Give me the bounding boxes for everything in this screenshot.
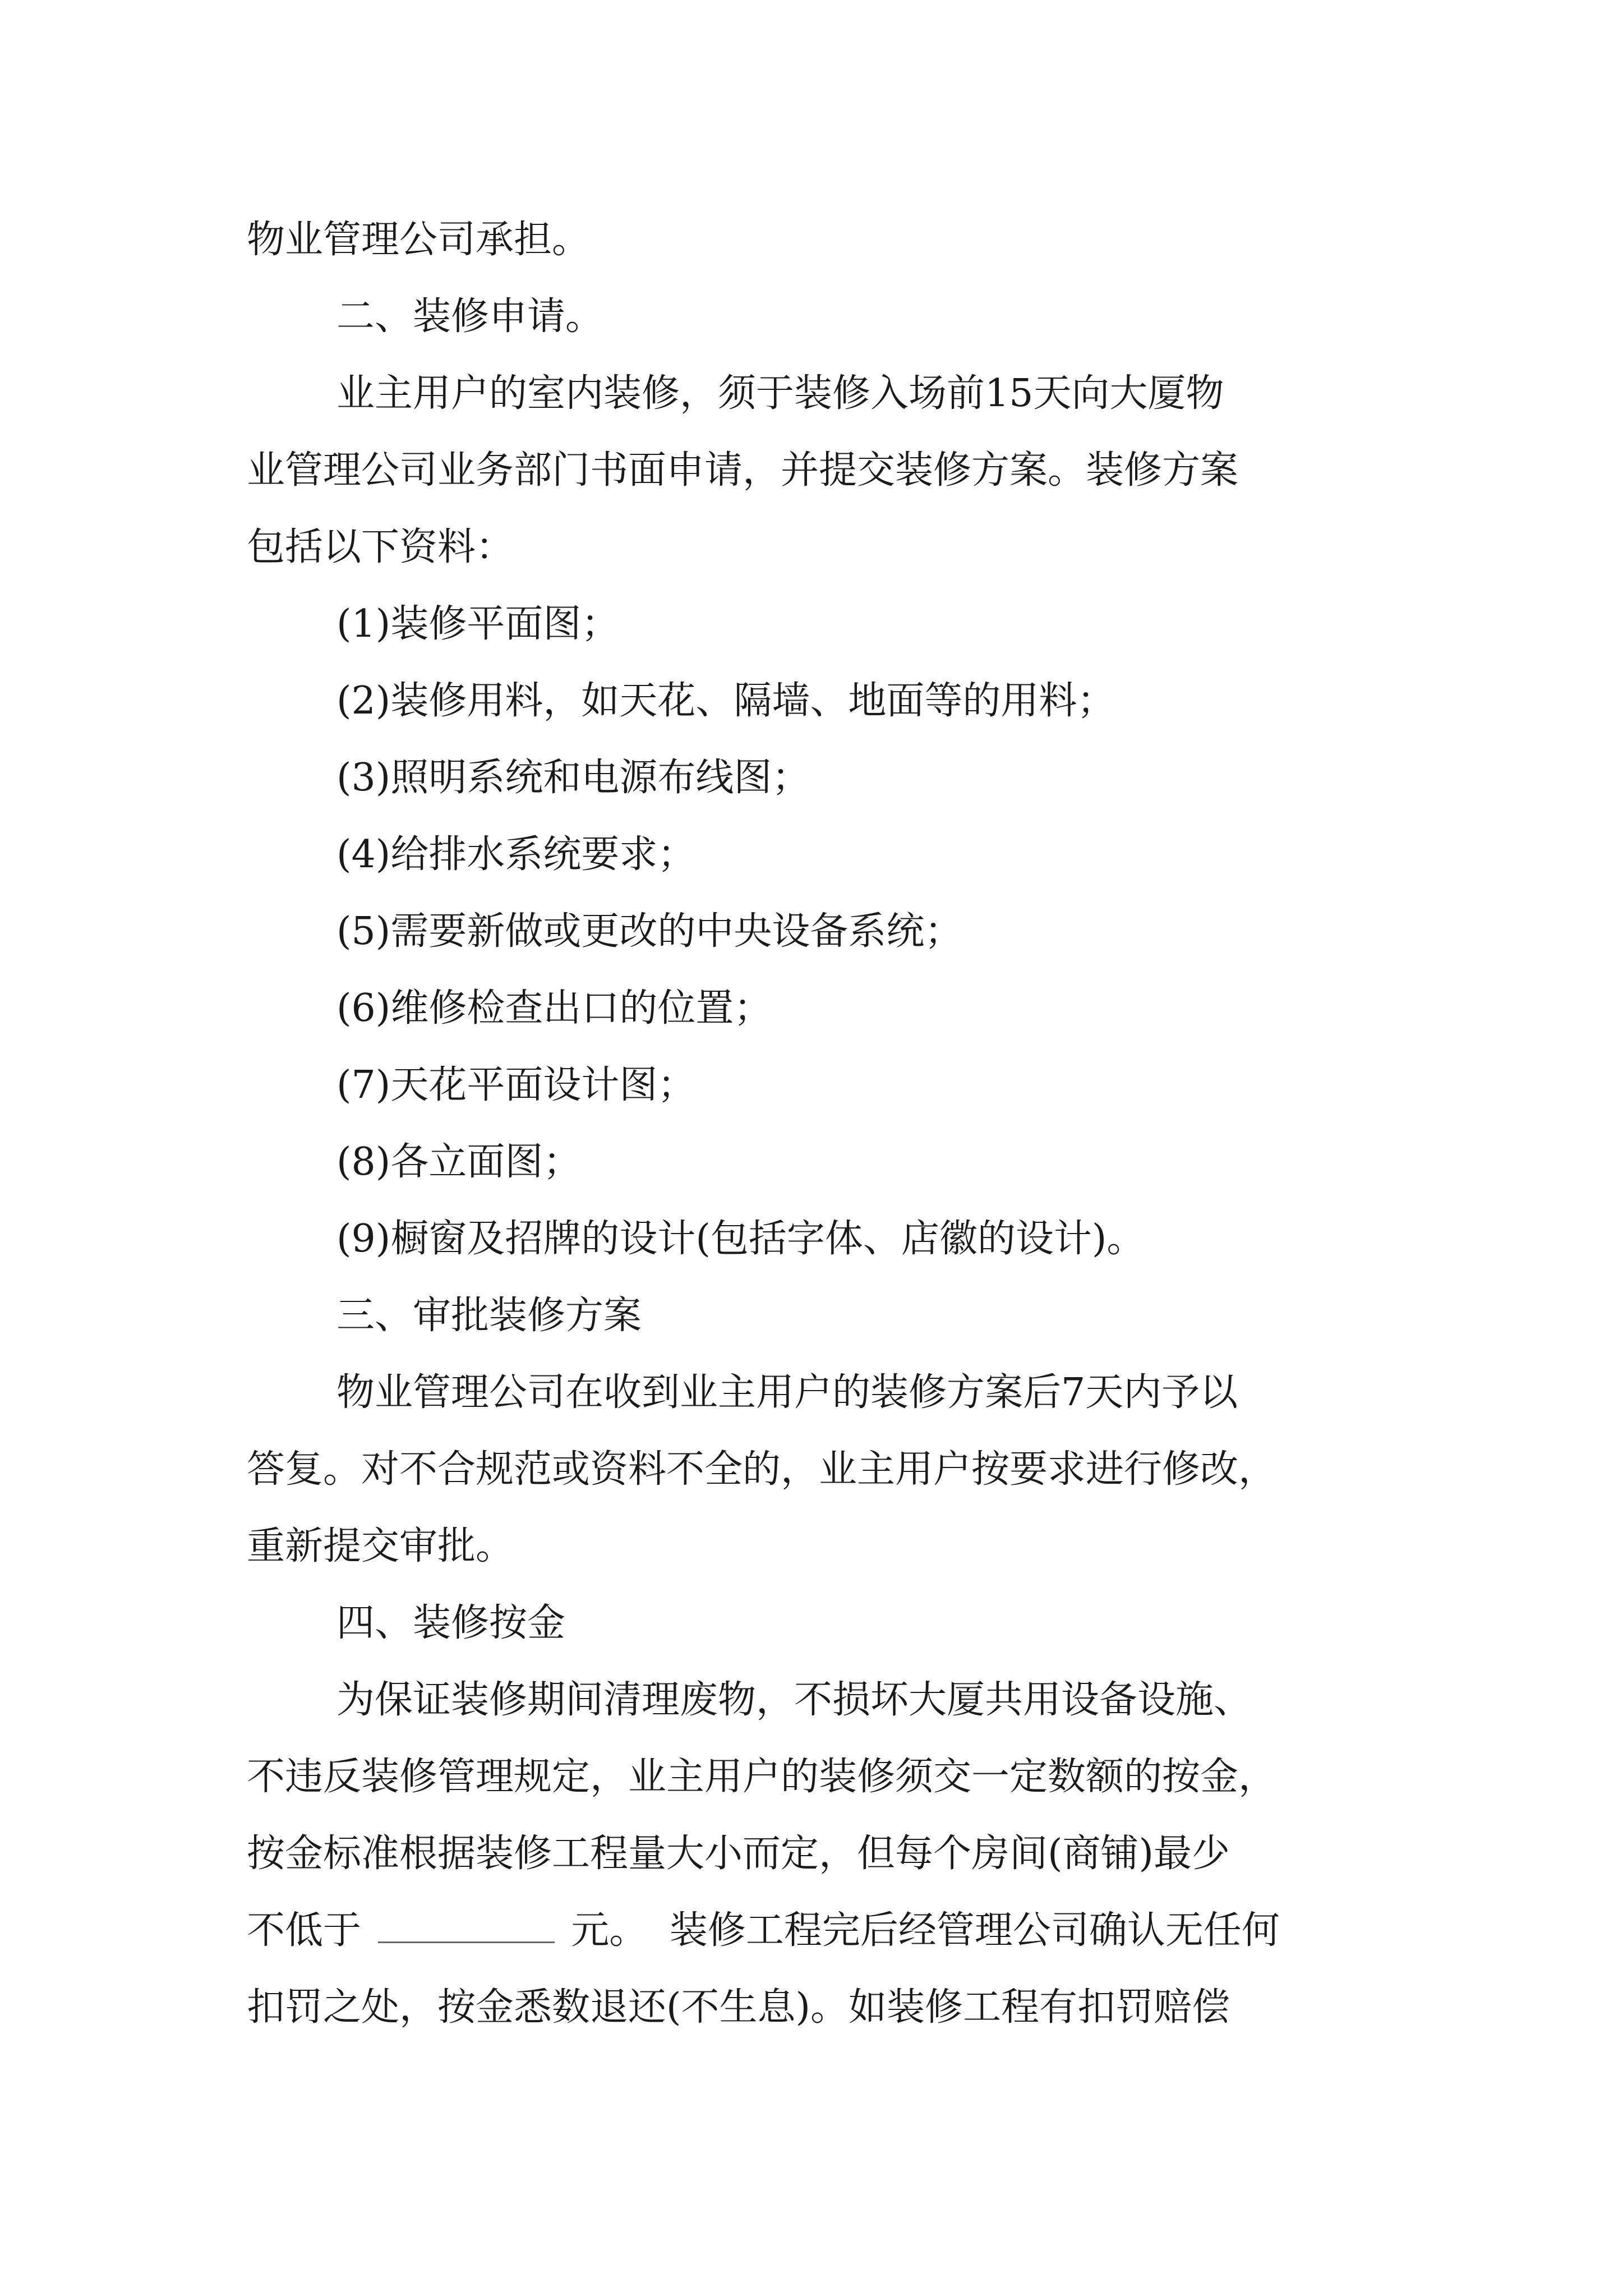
line-text: 为保证装修期间清理废物，不损坏大厦共用设备设施、 — [336, 1678, 1252, 1722]
blank-prefix: 不低于 — [247, 1908, 362, 1953]
line-text: (5)需要新做或更改的中央设备系统； — [336, 909, 963, 954]
text-line — [247, 1738, 1377, 1816]
text-line — [247, 1430, 1377, 1509]
text-line — [247, 508, 808, 587]
list-item — [336, 892, 1234, 971]
line-text: 三、审批装修方案 — [336, 1294, 642, 1338]
line-text: 扣罚之处，按金悉数退还(不生息)。如装修工程有扣罚赔偿 — [247, 1985, 1230, 2030]
list-item — [336, 739, 1122, 817]
line-text: 装修工程完后经管理公司确认无任何 — [669, 1908, 1280, 1953]
list-item — [336, 1123, 953, 1202]
line-text: (1)装修平面图； — [336, 602, 620, 646]
fill-in-blank — [378, 1909, 555, 1943]
line-text: (3)照明系统和电源布线图； — [336, 756, 810, 800]
line-text: (7)天花平面设计图； — [336, 1063, 696, 1107]
line-text: (8)各立面图； — [336, 1140, 582, 1184]
list-item — [336, 1200, 1346, 1278]
line-text: 答复。对不合规范或资料不全的，业主用户按要求进行修改， — [247, 1447, 1277, 1492]
list-item — [336, 662, 1346, 740]
line-text: 物业管理公司承担。 — [247, 218, 591, 262]
list-item — [336, 969, 1122, 1048]
section-heading — [336, 1277, 841, 1355]
line-text: 物业管理公司在收到业主用户的装修方案后7天内予以 — [336, 1370, 1238, 1415]
text-line — [247, 1968, 1377, 2047]
line-text: 业管理公司业务部门书面申请，并提交装修方案。装修方案 — [247, 448, 1239, 493]
text-line — [336, 1354, 1377, 1432]
text-line — [247, 1815, 1377, 1893]
line-text: (6)维修检查出口的位置； — [336, 986, 772, 1030]
text-line — [247, 201, 707, 279]
text-line — [247, 431, 1377, 510]
text-line-with-blank — [247, 1892, 1377, 1970]
section-heading — [336, 1584, 841, 1663]
line-text: 业主用户的室内装修，须于装修入场前15天向大厦物 — [336, 371, 1224, 416]
line-text: 包括以下资料： — [247, 525, 514, 569]
section-heading — [336, 278, 729, 356]
text-line — [336, 355, 1377, 433]
line-text: 重新提交审批。 — [247, 1524, 514, 1568]
line-text: 按金标准根据装修工程量大小而定，但每个房间(商铺)最少 — [247, 1832, 1230, 1876]
text-line — [336, 1661, 1377, 1740]
blank-suffix: 元。 — [571, 1908, 648, 1953]
line-text: (2)装修用料，如天花、隔墙、地面等的用料； — [336, 679, 1115, 723]
line-text: 不违反装修管理规定，业主用户的装修须交一定数额的按金， — [247, 1755, 1277, 1799]
line-text: (4)给排水系统要求； — [336, 832, 696, 877]
line-text: 四、装修按金 — [336, 1601, 566, 1645]
list-item — [336, 816, 1066, 894]
line-text: 二、装修申请。 — [336, 295, 604, 339]
line-text: (9)橱窗及招牌的设计(包括字体、店徽的设计)。 — [336, 1217, 1145, 1261]
list-item — [336, 1046, 1066, 1125]
text-line — [247, 1507, 808, 1586]
list-item — [336, 585, 1066, 664]
